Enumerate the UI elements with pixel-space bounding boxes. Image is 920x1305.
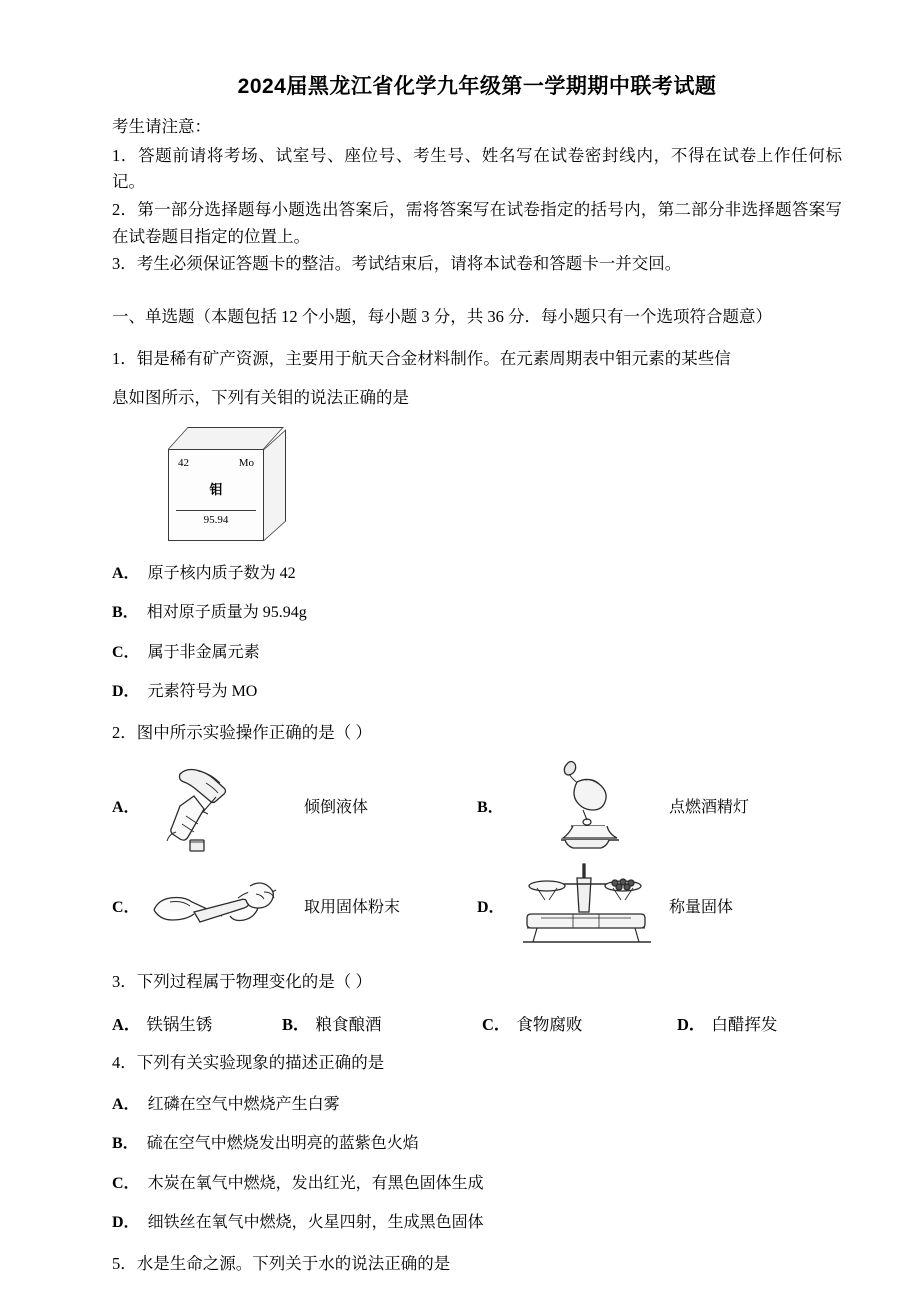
weighing-solid-icon — [511, 858, 661, 954]
question-3-stem: 3．下列过程属于物理变化的是（ ） — [112, 971, 372, 991]
question-4-option-a — [112, 1092, 842, 1118]
option-text: 白醋挥发 — [711, 1014, 778, 1034]
option-text: 木炭在氧气中燃烧，发出红光，有黑色固体生成 — [147, 1174, 484, 1192]
option-label: C． — [112, 643, 140, 661]
option-text: 细铁丝在氧气中燃烧，火星四射，生成黑色固体 — [147, 1214, 484, 1232]
question-3-option-a — [112, 1011, 282, 1035]
question-3-option-b — [282, 1011, 482, 1035]
question-2-stem: 2．图中所示实验操作正确的是（ ） — [112, 723, 372, 742]
option-text: 铁锅生锈 — [146, 1014, 213, 1034]
question-4-option-c — [112, 1171, 842, 1197]
element-symbol: Mo — [238, 456, 254, 469]
lighting-alcohol-lamp-icon — [511, 758, 661, 854]
question-2 — [112, 719, 842, 954]
question-3-options — [112, 1011, 842, 1035]
option-caption: 点燃酒精灯 — [669, 799, 750, 817]
question-3-option-c — [482, 1011, 677, 1035]
question-1-option-a — [112, 561, 842, 587]
question-1-option-b — [112, 600, 842, 626]
question-5-stem: 5．水是生命之源。下列关于水的说法正确的是 — [112, 1254, 451, 1273]
question-2-option-d — [477, 858, 842, 954]
question-1-stem-line-1: 1．钼是稀有矿产资源，主要用于航天合金材料制作。在元素周期表中钼元素的某些信 — [112, 348, 731, 368]
page-title: 2024届黑龙江省化学九年级第一学期期中联考试题 — [237, 75, 717, 98]
element-name: 钼 — [209, 481, 223, 497]
option-caption: 取用固体粉末 — [304, 899, 401, 917]
option-label: A． — [112, 799, 140, 817]
question-4-stem: 4．下列有关实验现象的描述正确的是 — [112, 1052, 385, 1072]
option-label: D． — [112, 683, 140, 701]
notice-item-2: 2．第一部分选择题每小题选出答案后，需将答案写在试卷指定的括号内，第二部分非选择题答案写在试卷题目指定的位置上。 — [112, 200, 842, 246]
option-text: 食物腐败 — [516, 1014, 583, 1034]
option-text: 红磷在空气中燃烧产生白雾 — [147, 1095, 340, 1113]
question-2-option-a — [112, 758, 477, 854]
question-1-option-d — [112, 679, 842, 705]
question-4 — [112, 1049, 842, 1236]
question-2-option-b — [477, 758, 842, 854]
molybdenum-cube-icon — [160, 427, 290, 547]
option-label: A． — [112, 1095, 140, 1113]
option-label: B． — [282, 1014, 310, 1034]
option-caption: 倾倒液体 — [304, 799, 369, 817]
question-1 — [112, 345, 842, 705]
option-caption: 称量固体 — [669, 899, 734, 917]
question-1-stem-line-2: 息如图所示，下列有关钼的说法正确的是 — [112, 387, 409, 407]
question-3-option-d — [677, 1011, 777, 1035]
question-1-option-c — [112, 640, 842, 666]
notice-item-3: 3．考生必须保证答题卡的整洁。考试结束后，请将本试卷和答题卡一并交回。 — [112, 254, 682, 274]
option-label: C． — [112, 899, 140, 917]
option-text: 原子核内质子数为 42 — [147, 564, 296, 582]
element-card-figure — [160, 427, 842, 547]
option-text: 相对原子质量为 95.94g — [146, 604, 307, 622]
notice-item-1: 1．答题前请将考场、试室号、座位号、考生号、姓名写在试卷密封线内，不得在试卷上作任何标记。 — [112, 145, 842, 192]
option-label: C． — [482, 1014, 511, 1034]
question-2-option-c — [112, 858, 477, 954]
question-3 — [112, 968, 842, 1035]
question-4-option-d — [112, 1210, 842, 1236]
option-text: 元素符号为 MO — [147, 683, 258, 701]
option-label: B． — [112, 1135, 139, 1153]
question-5 — [112, 1250, 842, 1279]
question-4-option-b — [112, 1131, 842, 1157]
option-text: 粮食酿酒 — [315, 1014, 382, 1034]
option-label: D． — [477, 899, 505, 917]
element-relative-atomic-mass: 95.94 — [176, 510, 257, 526]
option-text: 硫在空气中燃烧发出明亮的蓝紫色火焰 — [146, 1135, 419, 1153]
notice-heading: 考生请注意： — [112, 117, 211, 136]
section-heading: 一、单选题（本题包括 12 个小题，每小题 3 分，共 36 分．每小题只有一个选项符合题意） — [112, 307, 772, 327]
pouring-liquid-icon — [146, 758, 296, 854]
element-atomic-number: 42 — [178, 456, 189, 469]
option-label: A． — [112, 564, 140, 582]
experiment-operations-figure — [112, 758, 842, 954]
cube-side-face — [264, 429, 286, 541]
option-text: 属于非金属元素 — [147, 643, 260, 661]
option-label: D． — [112, 1214, 140, 1232]
option-label: C． — [112, 1174, 140, 1192]
option-label: A． — [112, 1014, 141, 1034]
option-label: D． — [677, 1014, 706, 1034]
option-label: B． — [112, 604, 139, 622]
taking-solid-powder-icon — [146, 858, 296, 954]
option-label: B． — [477, 799, 504, 817]
